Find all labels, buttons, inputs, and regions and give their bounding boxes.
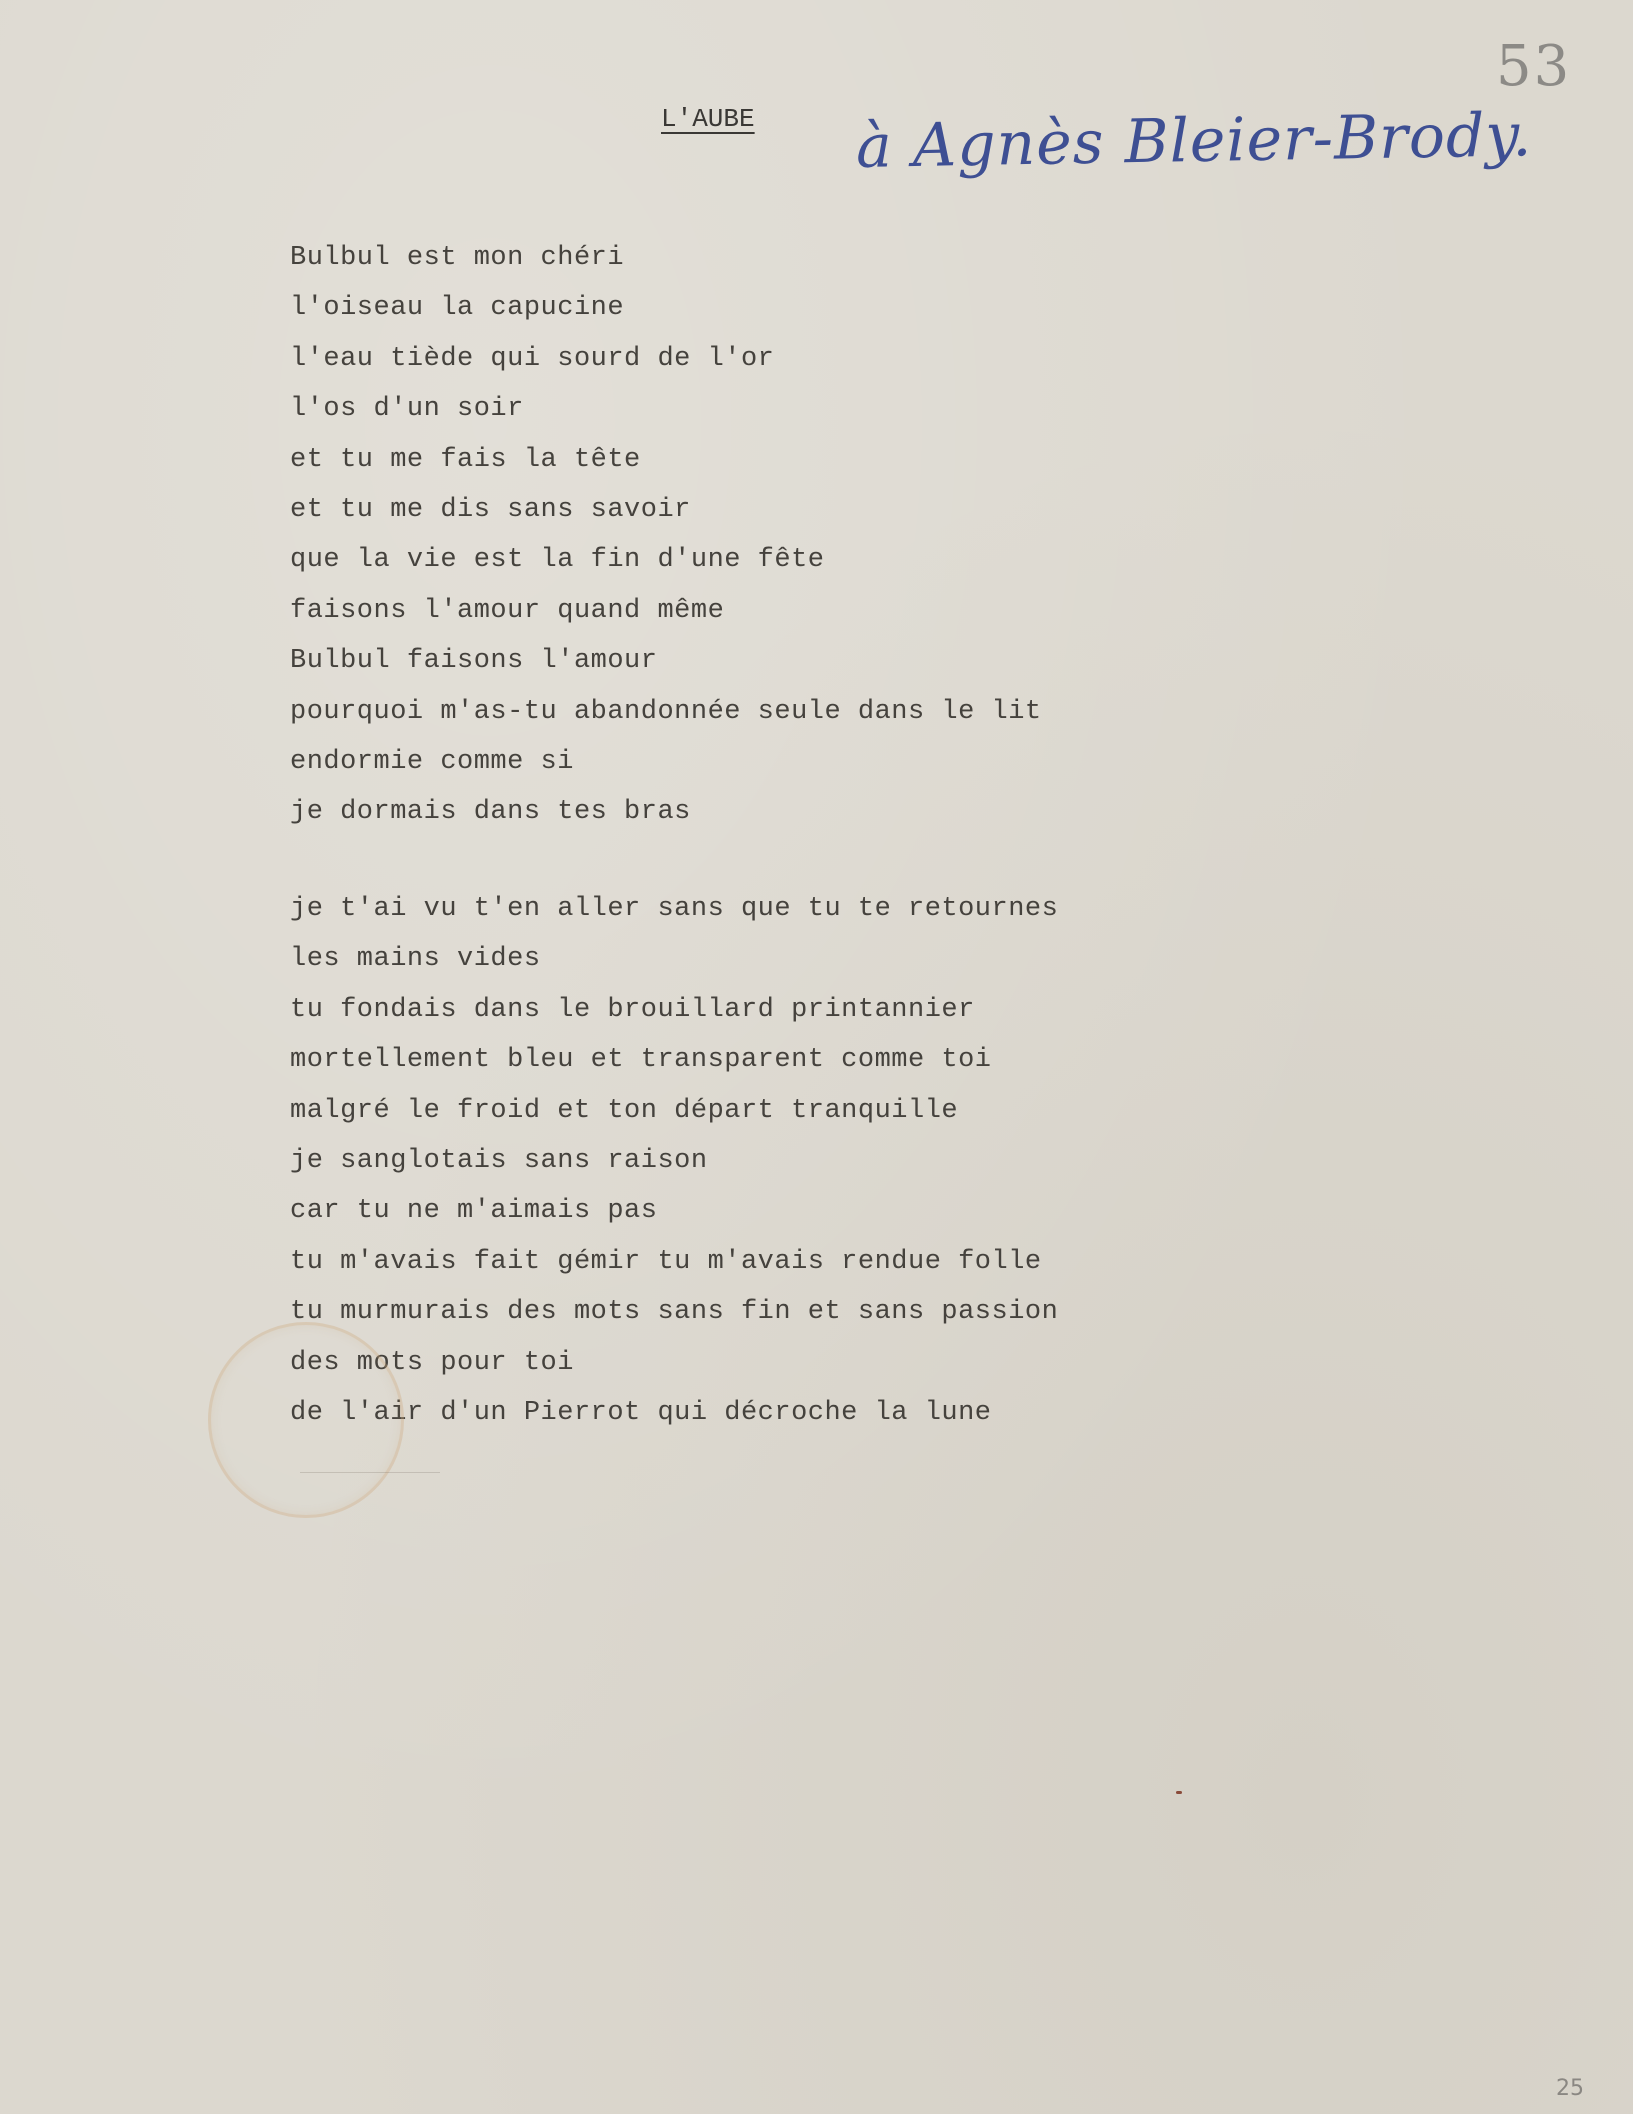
corner-annotation: 25 xyxy=(1556,2076,1584,2101)
poem-line: pourquoi m'as-tu abandonnée seule dans le lit xyxy=(290,696,1042,727)
faint-pencil-line xyxy=(300,1472,440,1473)
poem-line: tu m'avais fait gémir tu m'avais rendue folle xyxy=(290,1246,1042,1277)
poem-line: Bulbul faisons l'amour xyxy=(290,646,658,677)
poem-line: les mains vides xyxy=(290,944,541,975)
poem-line: et tu me fais la tête xyxy=(290,444,641,475)
poem-line: tu fondais dans le brouillard printannier xyxy=(290,994,975,1025)
poem-line: l'oiseau la capucine xyxy=(290,293,625,324)
poem-line: Bulbul est mon chéri xyxy=(290,243,625,273)
poem-line: endormie comme si xyxy=(290,746,574,777)
poem-line: tu murmurais des mots sans fin et sans passion xyxy=(290,1297,1059,1328)
poem-line: mortellement bleu et transparent comme toi xyxy=(290,1045,992,1076)
poem-line: de l'air d'un Pierrot qui décroche la lune xyxy=(290,1397,992,1428)
page-number: 53 xyxy=(1496,34,1572,99)
poem-line: car tu ne m'aimais pas xyxy=(290,1196,658,1227)
poem-line: et tu me dis sans savoir xyxy=(290,494,691,525)
paper-speck xyxy=(1176,1791,1182,1794)
handwritten-dedication: à Agnès Bleier-Brody. xyxy=(855,100,1533,182)
poem-line: des mots pour toi xyxy=(290,1347,574,1378)
poem-line: je sanglotais sans raison xyxy=(290,1145,708,1176)
poem-line: l'os d'un soir xyxy=(290,394,524,425)
poem-line: que la vie est la fin d'une fête xyxy=(290,545,825,576)
poem-line: je dormais dans tes bras xyxy=(290,797,691,828)
poem-line: malgré le froid et ton départ tranquille xyxy=(290,1095,959,1126)
poem-line: l'eau tiède qui sourd de l'or xyxy=(290,343,775,374)
coffee-stain xyxy=(208,1322,404,1518)
poem-line: je t'ai vu t'en aller sans que tu te retournes xyxy=(290,894,1059,924)
stanza-1 xyxy=(290,233,1042,838)
poem-title: L'AUBE xyxy=(661,104,755,134)
poem-line: faisons l'amour quand même xyxy=(290,595,725,626)
stanza-2 xyxy=(290,884,1058,1438)
